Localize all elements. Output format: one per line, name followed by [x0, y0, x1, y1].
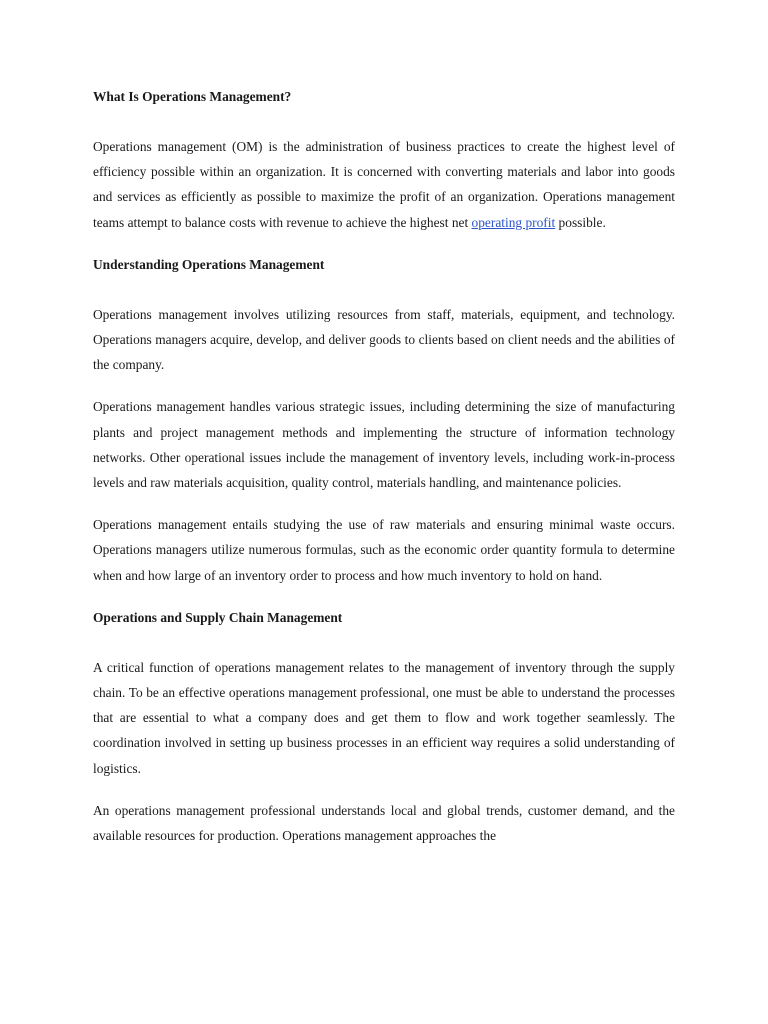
- paragraph-trends: An operations management professional understands local and global trends, customer demand, and the available resources for production. Operations management approaches the: [93, 802, 675, 844]
- paragraph-text: possible.: [555, 214, 606, 230]
- section-heading-understanding-om: Understanding Operations Management: [93, 256, 325, 272]
- paragraph-raw-materials: Operations management entails studying the use of raw materials and ensuring minimal waste occurs. Operations managers utilize numerous formulas, such as the economic order quantity formula to determine when and how large of an inventory order to process and how much inventory to hold on hand.: [93, 517, 675, 583]
- section-heading-what-is-om: What Is Operations Management?: [93, 89, 292, 104]
- section-heading-supply-chain: Operations and Supply Chain Management: [93, 609, 343, 625]
- paragraph-strategic-issues: Operations management handles various strategic issues, including determining the size of manufacturing plants and project management methods and implementing the structure of information technology networks. Other operational issues include the management of inventory levels, including work-in-process levels and raw materials acquisition, quality control, materials handling, and maintenance policies.: [93, 399, 675, 491]
- document-page: [93, 84, 675, 848]
- operating-profit-link[interactable]: operating profit: [471, 214, 556, 230]
- paragraph-om-definition: [93, 134, 675, 235]
- paragraph-resources: Operations management involves utilizing resources from staff, materials, equipment, and technology. Operations managers acquire, develop, and deliver goods to clients based on client needs and the abilities of the company.: [93, 306, 675, 373]
- paragraph-inventory-supply-chain: A critical function of operations management relates to the management of inventory through the supply chain. To be an effective operations management professional, one must be able to understand the processes that are essential to what a company does and get them to flow and work together seamlessly. The coordination involved in setting up business processes in an efficient way requires a solid understanding of logistics.: [93, 659, 675, 776]
- paragraph-text: Operations management (OM) is the administration of business practices to create the highest level of efficiency possible within an organization. It is concerned with converting materials and labor into goods and services as efficiently as possible to maximize the profit of an organization. Operations management teams attempt to balance costs with revenue to achieve the highest net: [93, 139, 675, 230]
